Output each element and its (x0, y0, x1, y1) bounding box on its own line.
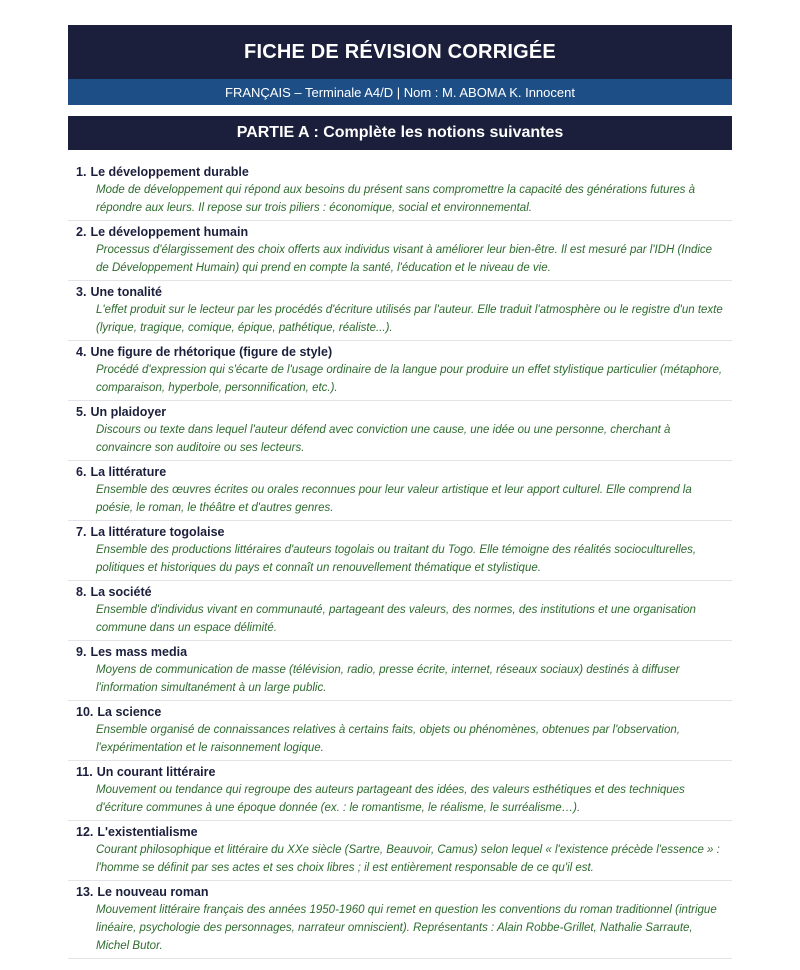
item-definition: L'effet produit sur le lecteur par les procédés d'écriture utilisés par l'auteur. Elle traduit l'atmosphère ou le registre d'un texte (lyrique, tragique, comique, épique, pathétique, réaliste...). (96, 304, 723, 334)
item-number: 10. (76, 705, 94, 719)
list-item (68, 641, 732, 701)
item-term-line (76, 884, 732, 901)
item-term-line (76, 464, 732, 481)
item-term: Les mass media (90, 645, 188, 659)
list-item (68, 281, 732, 341)
item-term: Un plaidoyer (90, 405, 167, 419)
item-term-line (76, 164, 732, 181)
list-item (68, 221, 732, 281)
revision-sheet (68, 25, 732, 959)
item-definition: Ensemble des productions littéraires d'auteurs togolais ou traitant du Togo. Elle témoigne des réalités socioculturelles, politiques et historiques du pays et connaît un renouvellement thématique et stylistique. (96, 544, 697, 574)
item-term-line (76, 224, 732, 241)
list-item (68, 521, 732, 581)
item-definition: Mouvement littéraire français des années 1950-1960 qui remet en question les conventions du roman traditionnel (intrigue linéaire, psychologie des personnages, narrateur omniscient). Représentants : Alain Robbe-Grillet, Nathalie Sarraute, Michel Butor. (96, 904, 717, 952)
item-term: Le nouveau roman (97, 885, 209, 899)
list-item (68, 761, 732, 821)
item-term-line (76, 584, 732, 601)
item-term: La science (97, 705, 162, 719)
item-term-line (76, 644, 732, 661)
item-number: 11. (76, 765, 93, 779)
list-item (68, 401, 732, 461)
item-number: 13. (76, 885, 94, 899)
item-term: Le développement humain (90, 225, 249, 239)
item-number: 8. (76, 585, 87, 599)
item-term: Un courant littéraire (96, 765, 216, 779)
list-item (68, 581, 732, 641)
item-term-line (76, 764, 732, 781)
item-number: 5. (76, 405, 87, 419)
item-definition: Mode de développement qui répond aux besoins du présent sans compromettre la capacité des générations futures à répondre aux leurs. Il repose sur trois piliers : économique, social et environnemental. (96, 184, 696, 214)
list-item (68, 701, 732, 761)
item-definition: Procédé d'expression qui s'écarte de l'usage ordinaire de la langue pour produire un effet stylistique particulier (métaphore, comparaison, hyperbole, personnification, etc.). (96, 364, 723, 394)
list-item (68, 821, 732, 881)
sheet-title: FICHE DE RÉVISION CORRIGÉE (68, 25, 732, 79)
item-number: 1. (76, 165, 87, 179)
item-term-line (76, 344, 732, 361)
item-definition: Ensemble organisé de connaissances relatives à certains faits, objets ou phénomènes, obtenues par l'observation, l'expérimentation et le raisonnement logique. (96, 724, 680, 754)
item-definition: Processus d'élargissement des choix offerts aux individus visant à améliorer leur bien-être. Il est mesuré par l'IDH (Indice de Développement Humain) qui prend en compte la santé, l'éducation et le niveau de vie. (96, 244, 713, 274)
item-term: Une tonalité (90, 285, 162, 299)
item-term: La société (90, 585, 152, 599)
list-item (68, 881, 732, 959)
item-term-line (76, 404, 732, 421)
item-number: 6. (76, 465, 87, 479)
part-a-heading: PARTIE A : Complète les notions suivantes (68, 116, 732, 150)
list-item (68, 461, 732, 521)
item-term: La littérature (90, 465, 167, 479)
item-definition: Ensemble des œuvres écrites ou orales reconnues pour leur valeur artistique et leur apport culturel. Elle comprend la poésie, le roman, le théâtre et d'autres genres. (96, 484, 692, 514)
item-number: 3. (76, 285, 87, 299)
item-term-line (76, 824, 732, 841)
item-definition: Discours ou texte dans lequel l'auteur défend avec conviction une cause, une idée ou une personne, cherchant à convaincre son auditoire ou ses lecteurs. (96, 424, 671, 454)
item-number: 7. (76, 525, 87, 539)
item-term: L'existentialisme (97, 825, 198, 839)
item-term-line (76, 284, 732, 301)
list-item (68, 161, 732, 221)
list-item (68, 341, 732, 401)
item-definition: Moyens de communication de masse (télévision, radio, presse écrite, internet, réseaux sociaux) destinés à diffuser l'information simultanément à un large public. (96, 664, 680, 694)
item-term-line (76, 704, 732, 721)
sheet-subtitle: FRANÇAIS – Terminale A4/D | Nom : M. ABOMA K. Innocent (68, 79, 732, 105)
item-term: Le développement durable (90, 165, 249, 179)
item-number: 9. (76, 645, 87, 659)
item-number: 4. (76, 345, 87, 359)
item-definition: Courant philosophique et littéraire du XXe siècle (Sartre, Beauvoir, Camus) selon lequel « l'existence précède l'essence » : l'homme se définit par ses actes et ses choix libres ; il est entièrement responsable de ce qu'il est. (96, 844, 720, 874)
item-term: Une figure de rhétorique (figure de style) (90, 345, 333, 359)
item-definition: Mouvement ou tendance qui regroupe des auteurs partageant des idées, des valeurs esthétiques et des techniques d'écriture communes à une époque donnée (ex. : le romantisme, le réalisme, le surréalisme…). (96, 784, 685, 814)
item-definition: Ensemble d'individus vivant en communauté, partageant des valeurs, des normes, des institutions et une organisation commune dans un espace délimité. (96, 604, 696, 634)
item-term: La littérature togolaise (90, 525, 225, 539)
item-term-line (76, 524, 732, 541)
notions-list (68, 161, 732, 959)
item-number: 2. (76, 225, 87, 239)
item-number: 12. (76, 825, 94, 839)
